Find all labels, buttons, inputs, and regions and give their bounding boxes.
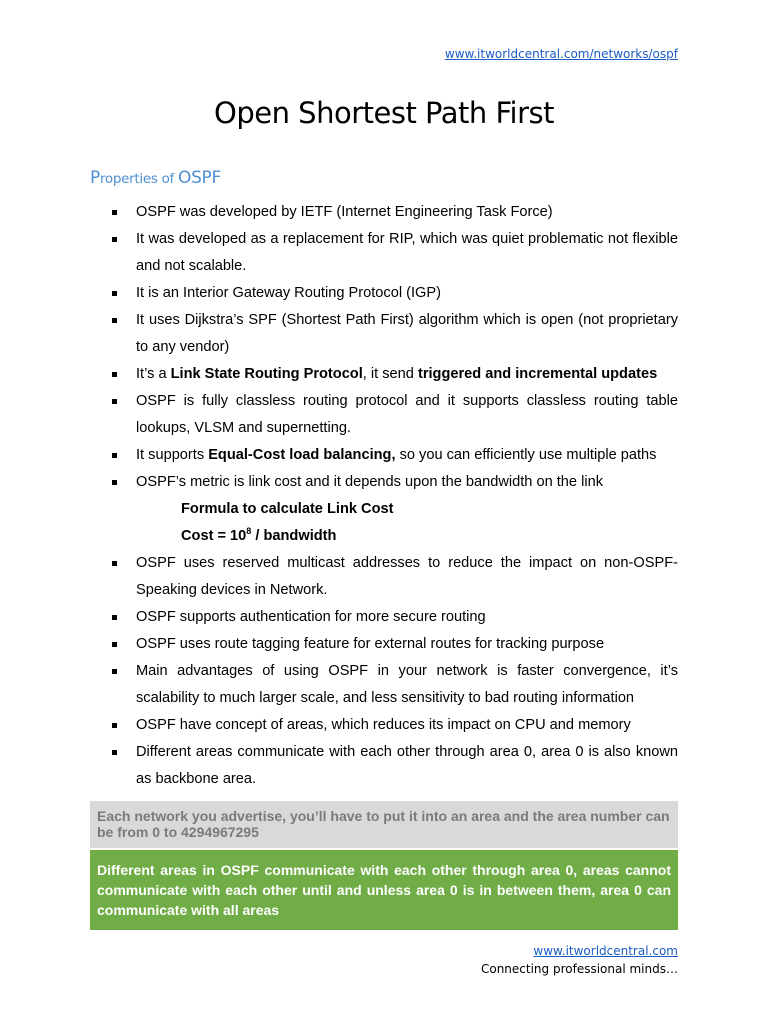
bullet-square-icon	[112, 291, 117, 296]
note-green-box: Different areas in OSPF communicate with each other through area 0, areas cannot communicate with each other until and unless area 0 is in between them, area 0 can communicate with all areas	[90, 850, 678, 930]
section-heading	[90, 167, 221, 188]
bullet-text: OSPF have concept of areas, which reduces its impact on CPU and memory	[136, 717, 631, 733]
bullet-text: so you can efficiently use multiple paths	[395, 447, 657, 463]
bullet-square-icon	[112, 372, 117, 377]
bullet-item	[90, 604, 678, 631]
bullet-square-icon	[112, 723, 117, 728]
bullet-item	[90, 739, 678, 793]
bullet-text: Cost = 10	[181, 528, 247, 544]
bullet-square-icon	[112, 210, 117, 215]
bullet-item	[90, 388, 678, 442]
bullet-square-icon	[112, 237, 117, 242]
bullet-text: OSPF is fully classless routing protocol and it supports classless routing table lookups, VLSM and supernetting.	[136, 393, 678, 436]
bullet-square-icon	[112, 615, 117, 620]
bullet-text: OSPF uses reserved multicast addresses to reduce the impact on non-OSPF-Speaking devices in Network.	[136, 555, 678, 598]
bold-text: Link State Routing Protocol	[170, 366, 363, 382]
header-url-link[interactable]: www.itworldcentral.com/networks/ospf	[444, 47, 678, 61]
note-gray-box: Each network you advertise, you’ll have to put it into an area and the area number can be from 0 to 4294967295	[90, 801, 678, 848]
bullet-item	[90, 199, 678, 226]
page-title: Open Shortest Path First	[214, 96, 554, 130]
bullet-item	[90, 658, 678, 712]
bullet-square-icon	[112, 453, 117, 458]
bullet-item	[90, 631, 678, 658]
bullet-text: Different areas communicate with each other through area 0, area 0 is also known as backbone area.	[136, 744, 678, 787]
bullet-square-icon	[112, 750, 117, 755]
bullet-text: / bandwidth	[251, 528, 337, 544]
bullet-square-icon	[112, 318, 117, 323]
bullet-square-icon	[112, 561, 117, 566]
properties-bullet-list	[90, 199, 678, 793]
formula-line	[90, 523, 678, 550]
bullet-item	[90, 307, 678, 361]
bullet-text: OSPF uses route tagging feature for external routes for tracking purpose	[136, 636, 605, 652]
bullet-text: It uses Dijkstra’s SPF (Shortest Path First) algorithm which is open (not proprietary to any vendor)	[136, 312, 678, 355]
footer-url-link[interactable]: www.itworldcentral.com	[533, 944, 678, 958]
formula-line	[90, 496, 678, 523]
bullet-item	[90, 226, 678, 280]
bullet-text: Formula to calculate Link Cost	[181, 501, 394, 517]
bullet-item	[90, 361, 678, 388]
bullet-text: OSPF supports authentication for more secure routing	[136, 609, 486, 625]
bullet-text: OSPF was developed by IETF (Internet Engineering Task Force)	[136, 204, 553, 220]
bullet-item	[90, 280, 678, 307]
bullet-text: It supports	[136, 447, 209, 463]
bullet-text: OSPF’s metric is link cost and it depends upon the bandwidth on the link	[136, 474, 603, 490]
bullet-text: It is an Interior Gateway Routing Protocol (IGP)	[136, 285, 441, 301]
bold-text: Equal-Cost load balancing,	[208, 447, 396, 463]
bullet-item	[90, 442, 678, 469]
bullet-text: , it send	[362, 366, 418, 382]
bullet-item	[90, 469, 678, 496]
bold-text: triggered and incremental updates	[417, 366, 658, 382]
section-heading-initial: P	[90, 168, 100, 188]
bullet-item	[90, 550, 678, 604]
bullet-text: It’s a	[136, 366, 171, 382]
bullet-square-icon	[112, 642, 117, 647]
bullet-square-icon	[112, 669, 117, 674]
section-heading-acronym: OSPF	[177, 168, 221, 188]
bullet-square-icon	[112, 480, 117, 485]
bullet-item	[90, 712, 678, 739]
bullet-text: Main advantages of using OSPF in your network is faster convergence, it’s scalability to much larger scale, and less sensitivity to bad routing information	[136, 663, 678, 706]
footer-tagline: Connecting professional minds…	[480, 962, 678, 976]
bullet-text: It was developed as a replacement for RIP, which was quiet problematic not flexible and not scalable.	[136, 231, 678, 274]
section-heading-smallcaps: roperties of	[99, 171, 178, 187]
bullet-square-icon	[112, 399, 117, 404]
superscript-text: 8	[246, 526, 252, 537]
